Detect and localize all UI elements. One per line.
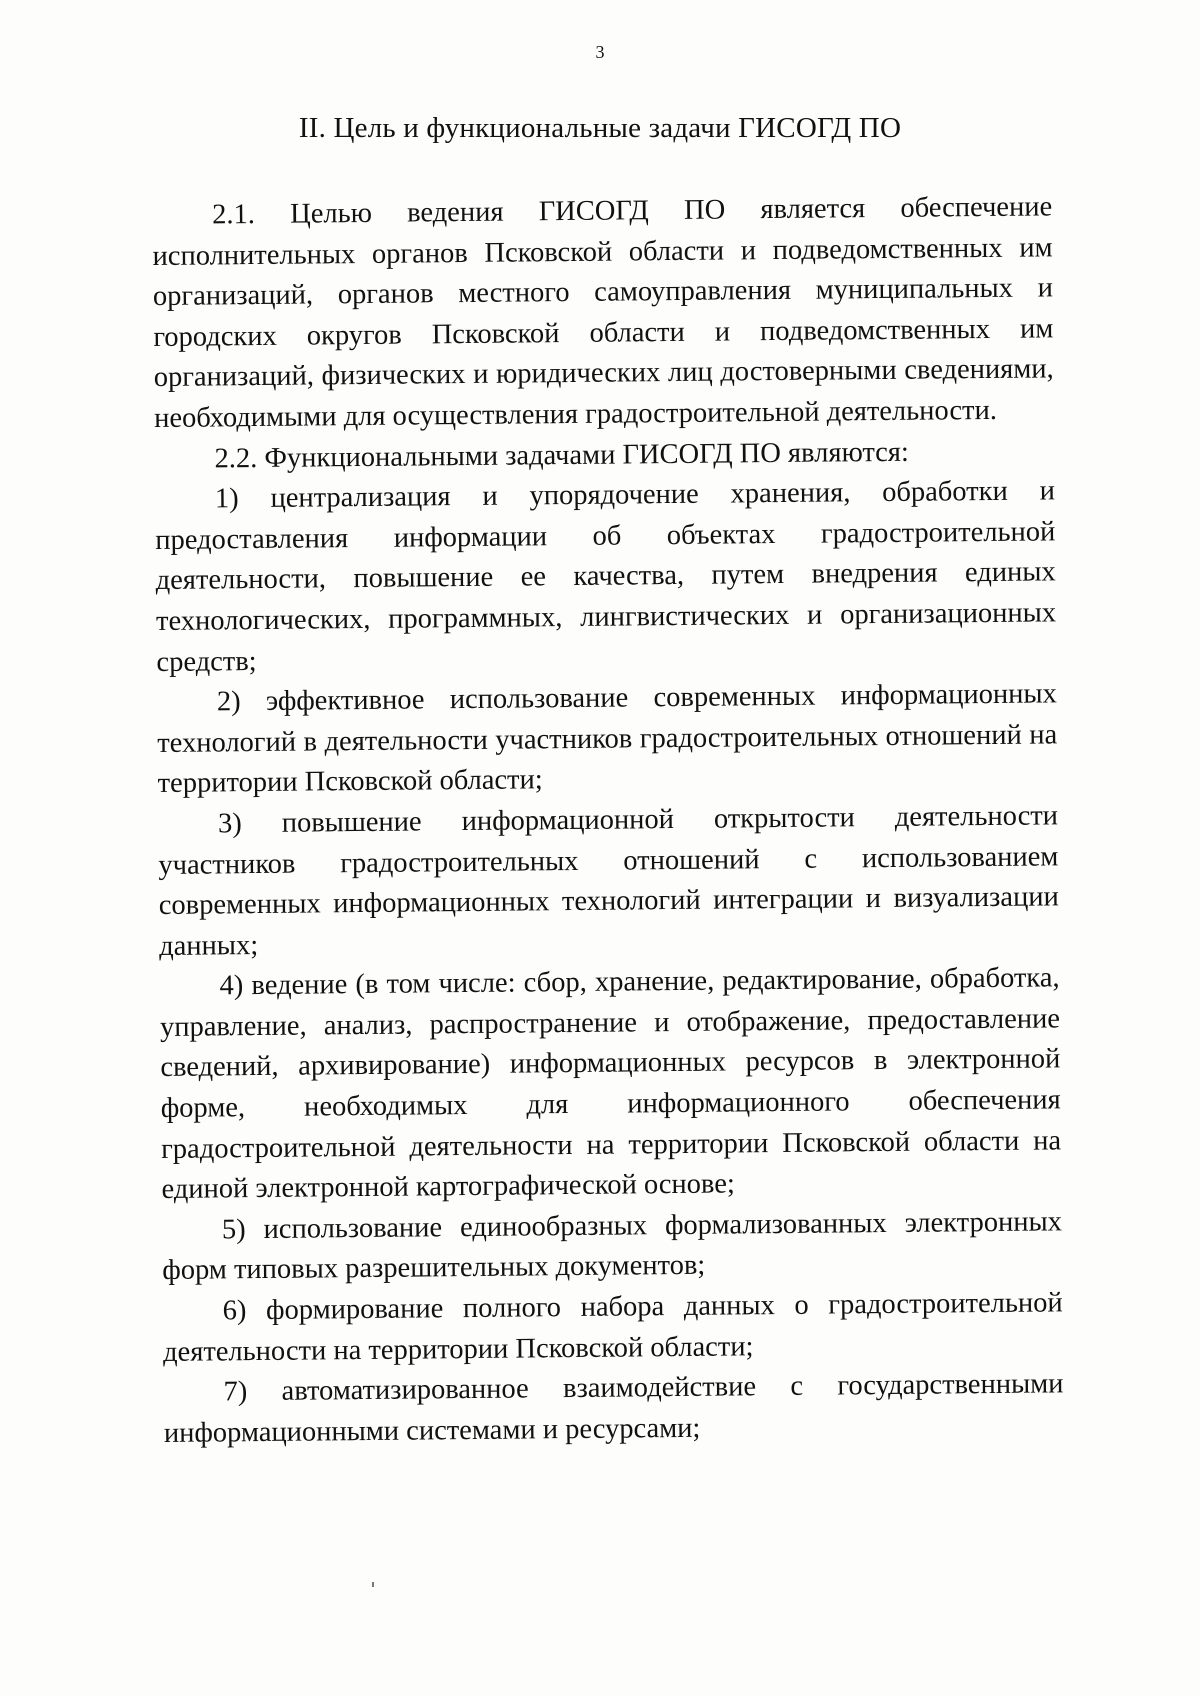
list-item-5: 5) использование единообразных формализованных электронных форм типовых разрешительных документов; [162, 1206, 1063, 1287]
scan-speck [372, 1582, 374, 1587]
page-number: 3 [595, 42, 605, 62]
list-item-4: 4) ведение (в том числе: сбор, хранение, редактирование, обработка, управление, анализ, распространение и отображение, предоставление сведений, архивирование) информационных ресурсов в электронной форме, необходимых для информационного обеспечения градостроительной деятельности на территории Псковской области на единой электронной картографической основе; [159, 962, 1062, 1206]
paragraph-2-1: 2.1. Целью ведения ГИСОГД ПО является обеспечение исполнительных органов Псковской области и подведомственных им организаций, органов местного самоуправления муниципальных и городских округов Псковской области и подведомственных им организаций, физических и юридических лиц достоверными сведениями, необходимыми для осуществления градостроительной деятельности. [152, 191, 1054, 434]
list-item-2: 2) эффективное использование современных информационных технологий в деятельности участников градостроительных отношений на территории Псковской области; [157, 678, 1058, 800]
list-item-1: 1) централизация и упорядочение хранения, обработки и предоставления информации об объектах градостроительной деятельности, повышение ее качества, путем внедрения единых технологических, программных, лингвистических и организационных средств; [155, 475, 1057, 678]
document-body [152, 187, 1064, 1454]
list-item-3: 3) повышение информационной открытости деятельности участников градостроительных отношений с использованием современных информационных технологий интеграции и визуализации данных; [158, 800, 1059, 962]
section-heading: II. Цель и функциональные задачи ГИСОГД ПО [298, 112, 902, 144]
list-item-7: 7) автоматизированное взаимодействие с государственными информационными системами и ресурсами; [163, 1368, 1064, 1449]
paragraph-2-2: 2.2. Функциональными задачами ГИСОГД ПО являются: [214, 436, 910, 474]
list-item-6: 6) формирование полного набора данных о градостроительной деятельности на территории Псковской области; [162, 1287, 1063, 1368]
